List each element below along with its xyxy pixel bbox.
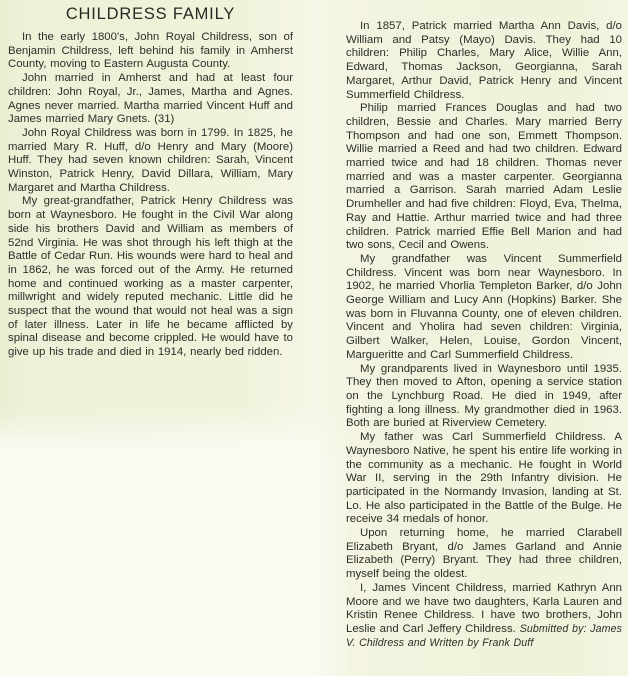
paragraph-left-3: John Royal Childress was born in 1799. In 1825, he married Mary R. Huff, d/o Henry and Mary (Moore) Huff. They had seven known children: Sarah, Vincent Winston, Patrick Henry, David Dillara, William, Mary Margaret and Martha Childress.: [8, 126, 293, 194]
paragraph-right-5: My father was Carl Summerfield Childress. A Waynesboro Native, he spent his entire life working in the community as a mechanic. He fought in World War II, serving in the 29th Infantry division. He participated in the Normandy Invasion, landing at St. Lo. He also participated in the Battle of the Bulge. He receive 34 medals of honor.: [346, 431, 622, 526]
paragraph-left-2: John married in Amherst and had at least four children: John Royal, Jr., James, Martha and Agnes. Agnes never married. Martha married Vincent Huff and James married Mary Gnets. (31): [8, 72, 293, 126]
paragraph-left-1: In the early 1800's, John Royal Childress, son of Benjamin Childress, left behind his family in Amherst County, moving to Eastern Augusta County.: [8, 31, 293, 71]
page-title: CHILDRESS FAMILY: [65, 5, 236, 23]
paragraph-right-7: [346, 582, 622, 651]
paragraph-right-4: My grandparents lived in Waynesboro until 1935. They then moved to Afton, opening a service station on the Lynchburg Road. He died in 1949, after fighting a long illness. My grandmother died in 1963. Both are buried at Riverview Cemetery.: [346, 362, 622, 430]
right-column: [346, 20, 622, 650]
paragraph-right-2: Philip married Frances Douglas and had two children, Bessie and Charles. Mary married Berry Thompson and had one son, Emmett Thompson. Willie married a Reed and had two children. Edward married twice and had 18 children. Thomas never married and was a master carpenter. Georgianna married a Garrison. Sarah married Adam Leslie Drumheller and had five children: Floyd, Eva, Thelma, Ray and Hattie. Arthur married twice and had three children. Patrick married Effie Bell Marion and had two sons, Cecil and Owens.: [346, 102, 622, 252]
left-column: [8, 5, 293, 360]
paragraph-left-4: My great-grandfather, Patrick Henry Childress was born at Waynesboro. He fought in the Civil War along side his brothers David and William as members of 52nd Virginia. He was shot through his left thigh at the Battle of Cedar Run. His wounds were hard to heal and in 1862, he was forced out of the Army. He returned home and continued working as a master carpenter, millwright and widely reputed mechanic. Little did he suspect that the wound that would not heal was a sign of later illness. Later in life he became afflicted by spinal disease and become crippled. He would have to give up his trade and died in 1914, nearly bed ridden.: [8, 195, 293, 359]
paragraph-right-6: Upon returning home, he married Clarabell Elizabeth Bryant, d/o James Garland and Annie Elizabeth (Perry) Bryant. They had three children, myself being the oldest.: [346, 527, 622, 581]
submission-byline: Submitted by: James V. Childress and Written by Frank Duff: [346, 622, 622, 649]
paragraph-right-3: My grandfather was Vincent Summerfield Childress. Vincent was born near Waynesboro. In 1902, he married Vhorlia Templeton Barker, d/o John George William and Lucy Ann (Hopkins) Barker. She was born in Fluvanna County, one of eleven children. Vincent and Yholira had seven children: Virginia, Gilbert Walker, Helen, Louise, Gordon Vincent, Margueritte and Carl Summerfield Childress.: [346, 252, 622, 361]
paragraph-right-7-text: I, James Vincent Childress, married Kathryn Ann Moore and we have two daughters, Karla Lauren and Kristin Renee Childress. I have two brothers, John Leslie and Carl Jeffery Childress.: [346, 581, 622, 635]
paragraph-right-1: In 1857, Patrick married Martha Ann Davis, d/o William and Patsy (Mayo) Davis. They had 10 children: Philip Charles, Mary Alice, Willie Ann, Edward, Thomas Jackson, Georgianna, Sarah Margaret, Arthur David, Patrick Henry and Vincent Summerfield Childress.: [346, 20, 622, 101]
scan-light-area: [0, 448, 310, 676]
